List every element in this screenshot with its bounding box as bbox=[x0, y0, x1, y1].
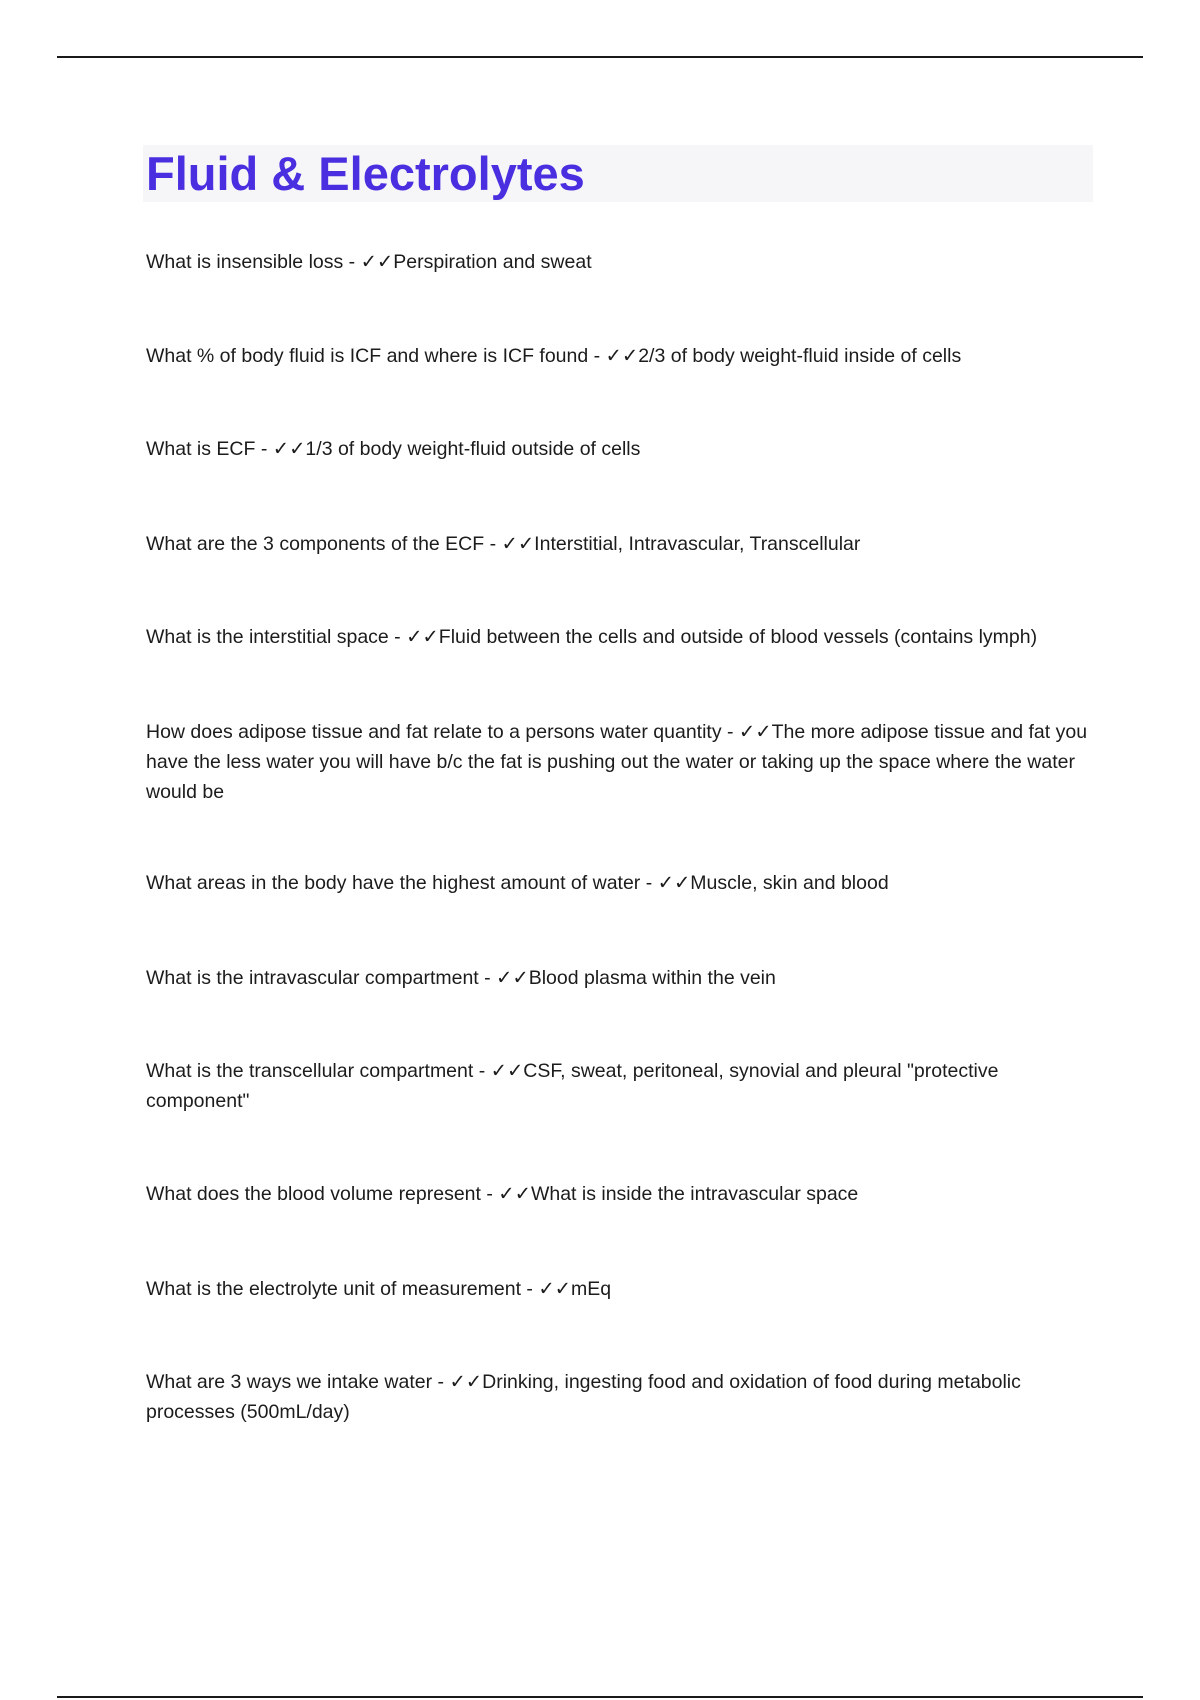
qa-item-adipose-tissue: How does adipose tissue and fat relate to a persons water quantity - ✓✓The more adipose tissue and fat you have the less water you will have b/c the fat is pushing out the water or taking up the space where the water would be bbox=[146, 721, 1088, 803]
qa-item-ecf-components: What are the 3 components of the ECF - ✓✓Interstitial, Intravascular, Transcellular bbox=[146, 533, 861, 555]
qa-item-ecf: What is ECF - ✓✓1/3 of body weight-fluid outside of cells bbox=[146, 438, 641, 460]
qa-item-icf: What % of body fluid is ICF and where is ICF found - ✓✓2/3 of body weight-fluid inside of cells bbox=[146, 345, 962, 367]
qa-item-transcellular: What is the transcellular compartment - ✓✓CSF, sweat, peritoneal, synovial and pleural "protective component" bbox=[146, 1060, 999, 1112]
qa-item-electrolyte-unit: What is the electrolyte unit of measurement - ✓✓mEq bbox=[146, 1278, 612, 1300]
qa-item-interstitial-space: What is the interstitial space - ✓✓Fluid between the cells and outside of blood vessels (contains lymph) bbox=[146, 626, 1038, 648]
bottom-rule bbox=[57, 1696, 1143, 1698]
document-title: Fluid & Electrolytes bbox=[146, 147, 585, 200]
qa-item-intravascular: What is the intravascular compartment - ✓✓Blood plasma within the vein bbox=[146, 967, 776, 989]
qa-item-highest-water: What areas in the body have the highest amount of water - ✓✓Muscle, skin and blood bbox=[146, 872, 889, 894]
qa-item-water-intake: What are 3 ways we intake water - ✓✓Drinking, ingesting food and oxidation of food during metabolic processes (500mL/day) bbox=[146, 1371, 1021, 1423]
top-rule bbox=[57, 56, 1143, 58]
qa-item-blood-volume: What does the blood volume represent - ✓✓What is inside the intravascular space bbox=[146, 1183, 859, 1205]
qa-item-insensible-loss: What is insensible loss - ✓✓Perspiration and sweat bbox=[146, 251, 592, 273]
